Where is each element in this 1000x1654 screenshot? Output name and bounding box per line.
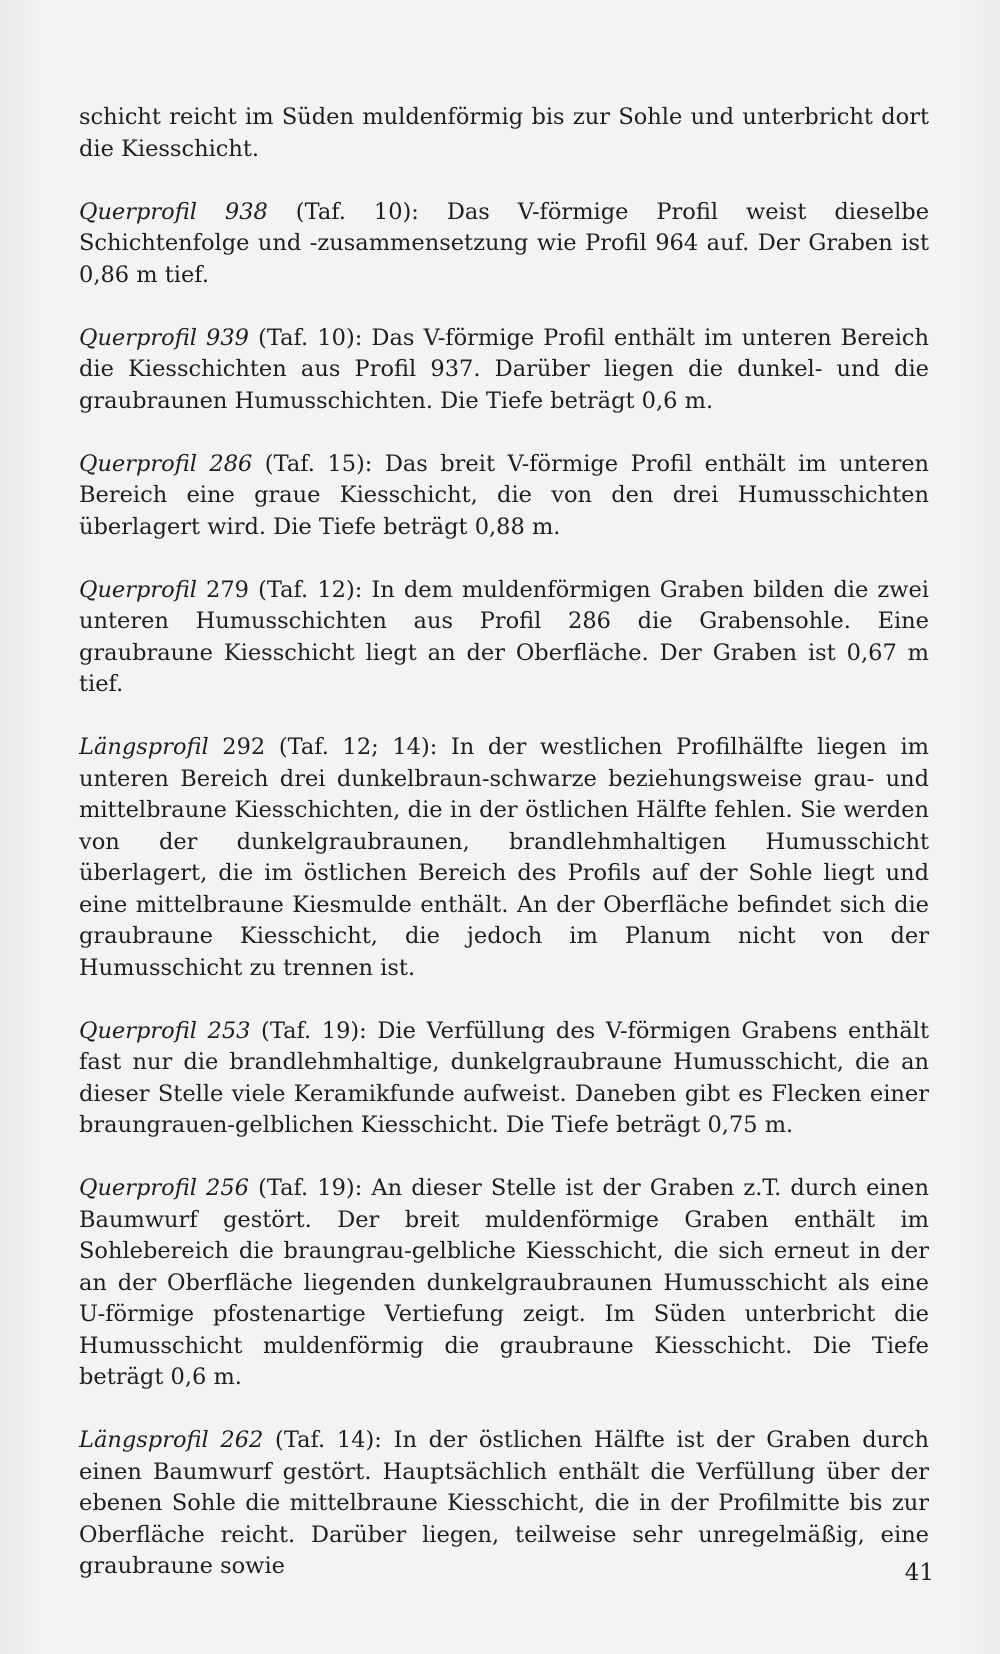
page-number: 41 [904,1560,934,1586]
profile-label: Querprofil 256 [79,1175,249,1201]
profile-label: Querprofil [79,576,197,603]
paragraph-text: (Taf. 19): Die Verfüllung des V-förmigen Grabens enthält fast nur die brandlehmhaltige, dunkelgraubraune Humusschicht, die an dieser Stelle viele Keramikfunde aufweist. Daneben gibt es Flecken einer braungrauen-gelblichen Kiesschicht. Die Tiefe beträgt 0,75 m. [79,1017,929,1138]
paragraph-laengsprofil-292 [79,732,929,984]
paragraph-text: (Taf. 19): An dieser Stelle ist der Graben z.T. durch einen Baumwurf gestört. Der breit muldenförmige Graben enthält im Sohlebereich die braungrau-gelbliche Kiesschicht, die sich erneut in der an der Oberfläche liegenden dunkelgraubraunen Humusschicht als eine U-förmige pfostenartige Vertiefung zeigt. Im Süden unterbricht die Humusschicht muldenförmig die graubraune Kiesschicht. Die Tiefe beträgt 0,6 m. [79,1175,929,1390]
paragraph-text: (Taf. 15): Das breit V-förmige Profil enthält im unteren Bereich eine graue Kiesschicht, die von den drei Humusschichten überlagert wird. Die Tiefe beträgt 0,88 m. [79,450,930,540]
paragraph-querprofil-938 [79,197,929,292]
paragraph-text: 279 (Taf. 12): In dem muldenförmigen Graben bilden die zwei unteren Humusschichten aus Profil 286 die Grabensohle. Eine graubraune Kiesschicht liegt an der Oberfläche. Der Graben ist 0,67 m tief. [79,576,929,697]
paragraph-text: schicht reicht im Süden muldenförmig bis zur Sohle und unterbricht dort die Kiesschicht. [79,104,929,162]
paragraph-querprofil-256 [79,1173,929,1394]
paragraph-text: (Taf. 10): Das V-förmige Profil enthält im unteren Bereich die Kiesschichten aus Profil 937. Darüber liegen die dunkel- und die graubraunen Humusschichten. Die Tiefe beträgt 0,6 m. [79,324,929,414]
paragraph-querprofil-286 [79,449,929,544]
paragraph-text: 292 (Taf. 12; 14): In der westlichen Profilhälfte liegen im unteren Bereich drei dunkelbraun-schwarze beziehungsweise grau- und mittelbraune Kiesschichten, die in der östlichen Hälfte fehlen. Sie werden von der dunkelgraubraunen, brandlehmhaltigen Humusschicht überlagert, die im östlichen Bereich des Profils auf der Sohle liegt und eine mittelbraune Kiesmulde enthält. An der Oberfläche befindet sich die graubraune Kiesschicht, die jedoch im Planum nicht von der Humusschicht zu trennen ist. [79,734,929,981]
profile-label: Längsprofil 262 [79,1427,264,1453]
paragraph-laengsprofil-262 [79,1425,929,1583]
paragraph-querprofil-939 [79,323,929,418]
profile-label: Querprofil 286 [79,450,253,477]
profile-label: Querprofil 938 [79,198,268,225]
profile-label: Längsprofil [79,734,209,760]
profile-label: Querprofil 253 [79,1017,251,1044]
paragraph-querprofil-253 [79,1016,929,1142]
paragraph-text: (Taf. 10): Das V-förmige Profil weist dieselbe Schichtenfolge und -zusammensetzung wie Profil 964 auf. Der Graben ist 0,86 m tief. [79,198,930,288]
paragraph-querprofil-279 [79,575,929,701]
paragraph-text: (Taf. 14): In der östlichen Hälfte ist der Graben durch einen Baumwurf gestört. Hauptsächlich enthält die Verfüllung über der ebenen Sohle die mittelbraune Kiesschicht, die in der Profilmitte bis zur Oberfläche reicht. Darüber liegen, teilweise sehr unregelmäßig, eine graubraune sowie [79,1427,929,1579]
paragraph-continuation [79,102,929,165]
profile-label: Querprofil 939 [79,324,249,351]
body-text [79,102,929,1614]
